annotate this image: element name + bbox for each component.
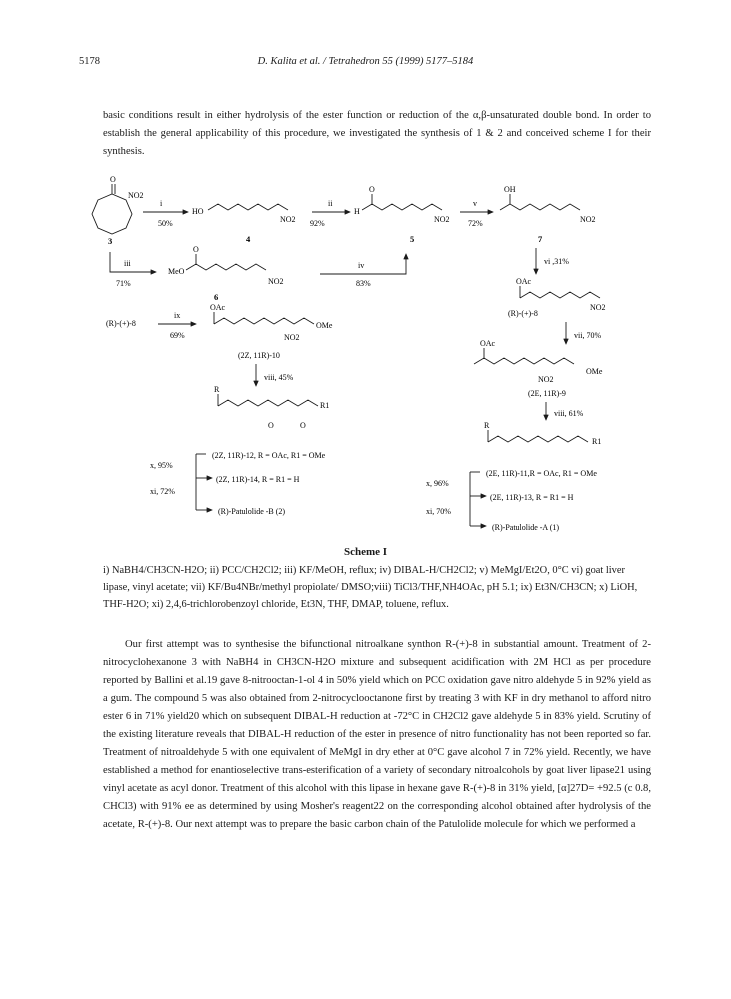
scheme-label: 92% [310,219,325,228]
scheme-label: NO2 [280,215,296,224]
scheme-label: 5 [410,234,415,244]
compound-4-structure [192,204,296,244]
scheme-label: (2E, 11R)-13, R = R1 = H [490,493,574,502]
scheme-bond [500,204,580,210]
scheme-bond [110,252,156,272]
body-paragraph: Our first attempt was to synthesise the bifunctional nitroalkane synthon R-(+)-8 in substantial amount. Treatment of 2-nitrocyclohexanone 3 with NaBH4 in CH3CN-H2O mixture and subsequent acidification with 2M HCl as per procedure reported by Ballini et al.19 gave 8-nitrooctan-1-ol 4 in 50% yield which on PCC oxidation gave nitro aldehyde 5 in 92% yield as a gum. The compound 5 was also obtained from 2-nitrocyclooctanone first by treating 3 with KF in dry methanol to afford nitro ester 6 in 71% yield20 which on subsequent DIBAL-H reduction at -72°C in CH2Cl2 gave aldehyde 5 in 83% yield. Scrutiny of the existing literature reveals that DIBAL-H reduction of the ester in presence of nitro functionality has not been reported so far. Treatment of nitroaldehyde 5 with one equivalent of MeMgI in dry ether at 0°C gave alcohol 7 in 72% yield. Recently, we have established a method for enantioselective trans-esterification of a variety of secondary nitroalcohols by goat liver lipase21 using vinyl acetate as acyl donor. Treatment of this alcohol with this lipase in hexane gave R-(+)-8 in 31% yield, [α]27D= +92.5 (c 0.8, CHCl3) with 91% ee as determined by using Mosher's reagent22 on the corresponding alcohol obtained after hydrolysis of the acetate, R-(+)-8. Our next attempt was to prepare the basic carbon chain of the Patulolide molecule for which we performed a [103,639,651,830]
scheme-label: ii [328,199,333,208]
scheme-bond [218,400,318,406]
scheme-bond [488,436,588,442]
scheme-bond [214,318,314,324]
compound-12-14-structure [214,385,329,430]
scheme-bond [520,292,600,298]
scheme-label: vii, 70% [574,331,602,340]
scheme-label: NO2 [434,215,450,224]
scheme-label: xi, 72% [150,487,175,496]
group-no2: NO2 [128,191,144,200]
scheme-bond [474,358,574,364]
scheme-label: x, 96% [426,479,449,488]
scheme-label: 69% [170,331,185,340]
scheme-label: xi, 70% [426,507,451,516]
scheme-label: O [268,421,274,430]
scheme-label: 7 [538,234,543,244]
intro-paragraph: basic conditions result in either hydrolysis of the ester function or reduction of the α,β-unsaturated double bond. In order to establish the general applicability of this procedure, we investigated the synthesis of 1 & 2 and conceived scheme I for their synthesis. [103,110,651,157]
compound-6-structure [168,245,284,302]
compound-10-structure [210,303,333,360]
scheme-label: (R)-(+)-8 [508,309,538,318]
scheme-label: NO2 [284,333,300,342]
scheme-label: v [473,199,477,208]
scheme-label: (2E, 11R)-9 [528,389,566,398]
scheme-label: (R)-Patulolide -A (1) [492,523,560,532]
reaction-scheme [88,175,668,542]
running-head: D. Kalita et al. / Tetrahedron 55 (1999) 5177–5184 [257,56,474,67]
scheme-label: OAc [210,303,226,312]
step-label: i [160,199,163,208]
scheme-label: (2E, 11R)-11,R = OAc, R1 = OMe [486,469,597,478]
scheme-bond [92,194,132,234]
scheme-label: OAc [480,339,496,348]
scheme-label: ix [174,311,181,320]
scheme-label: H [354,207,360,216]
scheme-label: iii [124,259,131,268]
scheme-bond [362,204,442,210]
scheme-label: 72% [468,219,483,228]
scheme-label: OMe [586,367,603,376]
scheme-label: OMe [316,321,333,330]
scheme-bond [186,264,266,270]
compound-8-right-structure [508,277,606,318]
scheme-label: NO2 [590,303,606,312]
scheme-label: O [300,421,306,430]
scheme-label: R1 [592,437,602,446]
scheme-label: MeO [168,267,185,276]
page-number: 5178 [79,56,100,67]
scheme-label: NO2 [538,375,554,384]
scheme-bond [208,204,288,210]
scheme-title: Scheme I [343,546,388,558]
scheme-label: viii, 61% [554,409,584,418]
scheme-label: OH [504,185,516,194]
scheme-label: (R)-Patulolide -B (2) [218,507,286,516]
scheme-label: iv [358,261,365,270]
scheme-label: R [484,421,490,430]
scheme-label: 6 [214,292,219,302]
scheme-label: (2Z, 11R)-14, R = R1 = H [216,475,300,484]
compound-5-structure [354,185,450,244]
compound-9-structure [474,339,603,398]
scheme-label: viii, 45% [264,373,294,382]
scheme-label: R1 [320,401,330,410]
scheme-label: 71% [116,279,131,288]
compound-11-13-structure [484,421,601,446]
scheme-label: NO2 [580,215,596,224]
scheme-label: (2Z, 11R)-12, R = OAc, R1 = OMe [212,451,326,460]
scheme-label: NO2 [268,277,284,286]
scheme-label: 4 [246,234,251,244]
compound-7-structure [500,185,596,244]
group-o: O [110,175,116,184]
scheme-label: (2Z, 11R)-10 [238,351,280,360]
scheme-label: vi ,31% [544,257,569,266]
scheme-label: OAc [516,277,532,286]
compound-label: 3 [108,236,113,246]
scheme-label: HO [192,207,204,216]
scheme-label: x, 95% [150,461,173,470]
scheme-label: 83% [356,279,371,288]
step-yield: 50% [158,219,173,228]
scheme-caption: i) NaBH4/CH3CN-H2O; ii) PCC/CH2Cl2; iii) KF/MeOH, reflux; iv) DIBAL-H/CH2Cl2; v) MeMgI/Et2O, 0°C vi) goat liver lipase, vinyl acetate; vii) KF/Bu4NBr/methyl propiolate/ DMSO;viii) TiCl3/THF,NH4OAc, pH 5.1; ix) Et3N/CH3CN; x) LiOH, THF-H2O; xi) 2,4,6-trichlorobenzoyl chloride, Et3N, THF, DMAP, toluene, reflux. [103,565,638,610]
scheme-label: O [193,245,199,254]
scheme-label: (R)-(+)-8 [106,319,136,328]
scheme-label: R [214,385,220,394]
scheme-label: O [369,185,375,194]
compound-3-structure [92,175,144,246]
